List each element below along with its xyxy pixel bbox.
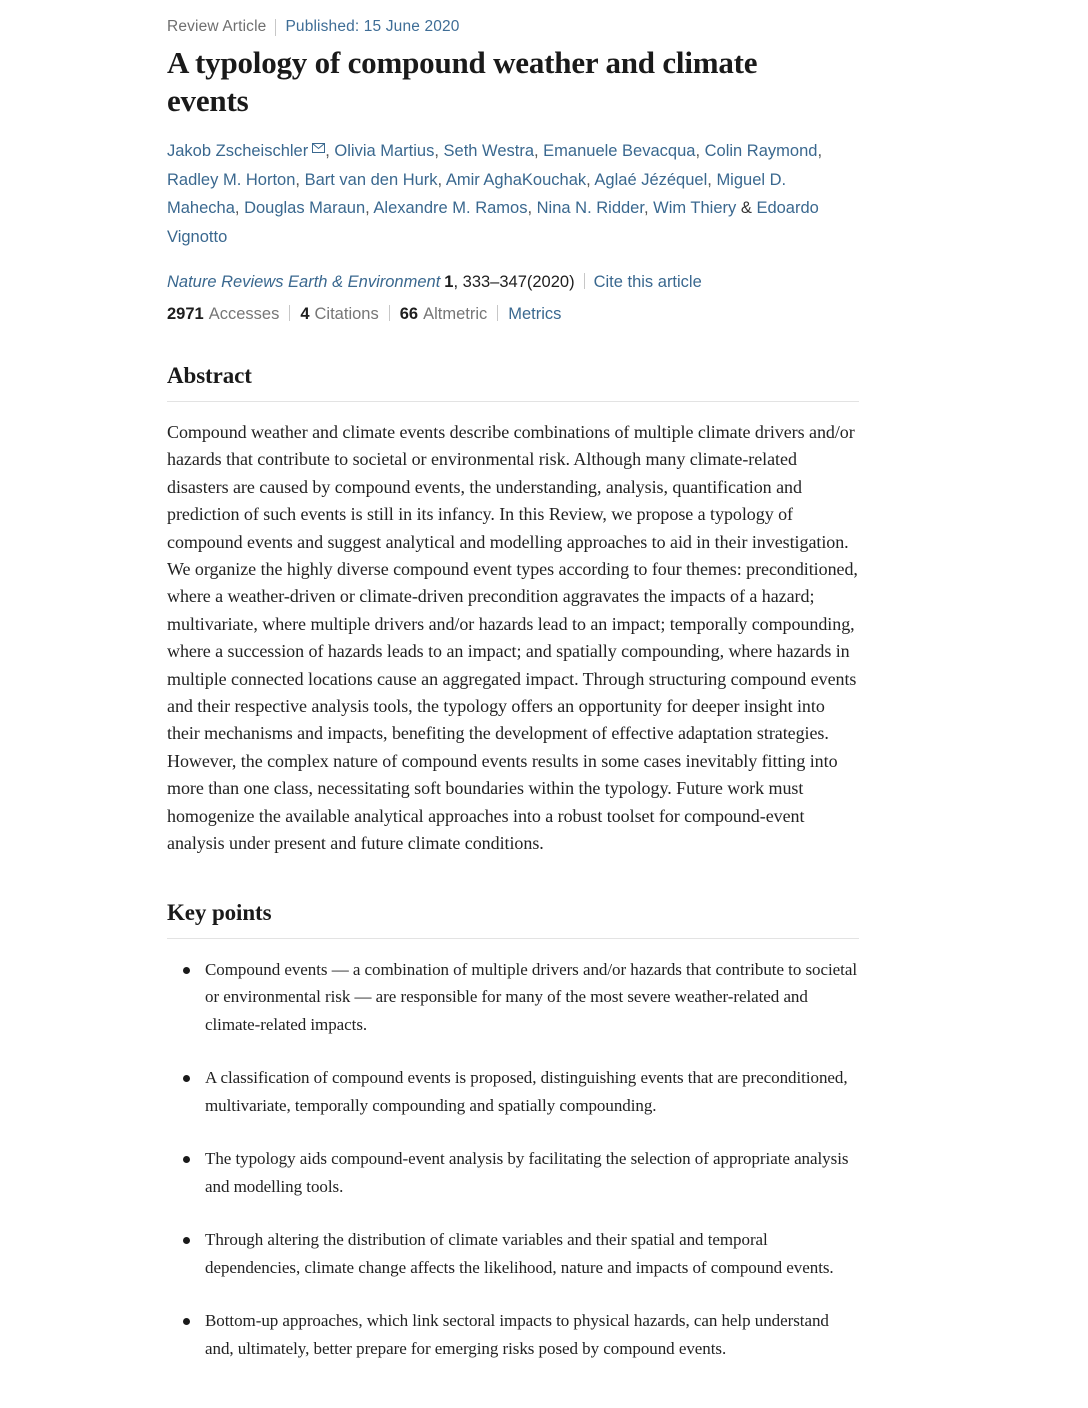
metrics-link[interactable]: Metrics — [508, 305, 562, 323]
author-link[interactable]: Nina N. Ridder — [536, 199, 644, 217]
list-item: Compound events — a combination of multiple drivers and/or hazards that contribute to societal or environmental risk — are responsible for many of the most severe weather-related and climate-related impacts. — [167, 956, 859, 1039]
article-metrics-bar — [167, 301, 859, 327]
key-points-section — [167, 898, 859, 1363]
author-link[interactable]: Seth Westra — [443, 142, 534, 160]
metrics-divider — [389, 305, 390, 321]
key-points-heading: Key points — [167, 899, 272, 925]
metrics-divider — [497, 305, 498, 321]
author-link[interactable]: Colin Raymond — [704, 142, 818, 160]
author-link[interactable]: Emanuele Bevacqua — [543, 142, 696, 160]
page-title: A typology of compound weather and climate events — [167, 45, 758, 118]
citation-divider — [584, 273, 585, 289]
author-link[interactable]: Olivia Martius — [334, 142, 435, 160]
author-link[interactable]: Bart van den Hurk — [304, 170, 438, 189]
author-link-last[interactable]: Edoardo Vignotto — [167, 199, 819, 246]
author-link[interactable]: Amir AghaKouchak — [445, 170, 587, 189]
envelope-icon[interactable] — [312, 143, 325, 153]
list-item: Bottom-up approaches, which link sectoral impacts to physical hazards, can help understand and, ultimately, better prepare for emerging risks posed by compound events. — [167, 1307, 859, 1362]
journal-name-link[interactable]: Nature Reviews Earth & Environment — [167, 273, 441, 291]
article-type-label: Review Article — [167, 18, 267, 35]
altmetric-label: Altmetric — [423, 305, 488, 323]
author-link[interactable]: Wim Thiery — [653, 199, 737, 217]
citations-label: Citations — [314, 305, 379, 323]
abstract-section — [167, 361, 859, 858]
journal-citation — [167, 269, 859, 295]
citations-count: 4 — [300, 305, 310, 323]
abstract-heading: Abstract — [167, 363, 252, 388]
published-date: Published: 15 June 2020 — [285, 18, 460, 35]
key-points-list — [167, 956, 859, 1363]
abstract-text: Compound weather and climate events describe combinations of multiple climate drivers and/or hazards that contribute to societal or environmental risk. Although many climate-related disasters are caused by compound events, the understanding, analysis, quantification and prediction of such events is still in its infancy. In this Review, we propose a typology of compound events and suggest analytical and modelling approaches to aid in their investigation. We organize the highly diverse compound event types according to four themes: preconditioned, where a weather-driven or climate-driven precondition aggravates the impacts of a hazard; multivariate, where multiple drivers and/or hazards lead to an impact; temporally compounding, where a succession of hazards leads to an impact; and spatially compounding, where hazards in multiple connected locations cause an aggregated impact. Through structuring compound events and their respective analysis tools, the typology offers an opportunity for deeper insight into their mechanisms and impacts, benefiting the development of effective adaptation strategies. However, the complex nature of compound events results in some cases inevitably fitting into more than one class, necessitating soft boundaries within the typology. Future work must homogenize the available analytical approaches into a robust toolset for compound-event analysis under present and future climate conditions. — [167, 422, 858, 854]
author-ampersand: & — [740, 199, 752, 217]
article-content-column — [167, 16, 859, 1362]
accesses-count: 2971 — [167, 305, 204, 323]
author-link[interactable]: Aglaé Jézéquel — [594, 170, 708, 189]
article-meta-eyebrow — [167, 16, 859, 38]
altmetric-count: 66 — [399, 305, 419, 323]
author-list: Jakob Zscheischler , Olivia Martius, Seth Westra, Emanuele Bevacqua, Colin Raymond, Radley M. Horton, Bart van den Hurk, Amir AghaKouchak, Aglaé Jézéquel, Miguel D. Mahecha, Douglas Maraun, Alexandre M. Ramos, Nina N. Ridder, Wim Thiery & Edoardo Vignotto — [167, 142, 823, 246]
cite-this-article-link[interactable]: Cite this article — [593, 273, 702, 291]
journal-volume: 1 — [444, 273, 454, 291]
accesses-label: Accesses — [208, 305, 280, 323]
eyebrow-divider — [275, 19, 276, 36]
author-link[interactable]: Douglas Maraun — [244, 199, 366, 217]
author-link[interactable]: Alexandre M. Ramos — [373, 199, 528, 217]
abstract-heading-rule — [167, 401, 859, 402]
author-link[interactable]: Miguel D. Mahecha — [167, 170, 787, 217]
metrics-divider — [289, 305, 290, 321]
list-item: The typology aids compound-event analysis by facilitating the selection of appropriate analysis and modelling tools. — [167, 1145, 859, 1200]
list-item: Through altering the distribution of climate variables and their spatial and temporal dependencies, climate change affects the likelihood, nature and impacts of compound events. — [167, 1226, 859, 1281]
list-item: A classification of compound events is proposed, distinguishing events that are preconditioned, multivariate, temporally compounding and spatially compounding. — [167, 1064, 859, 1119]
author-link[interactable]: Radley M. Horton — [167, 170, 296, 189]
journal-pages: , 333–347(2020) — [453, 273, 575, 291]
key-points-heading-rule — [167, 938, 859, 939]
author-link[interactable]: Jakob Zscheischler — [167, 142, 309, 160]
